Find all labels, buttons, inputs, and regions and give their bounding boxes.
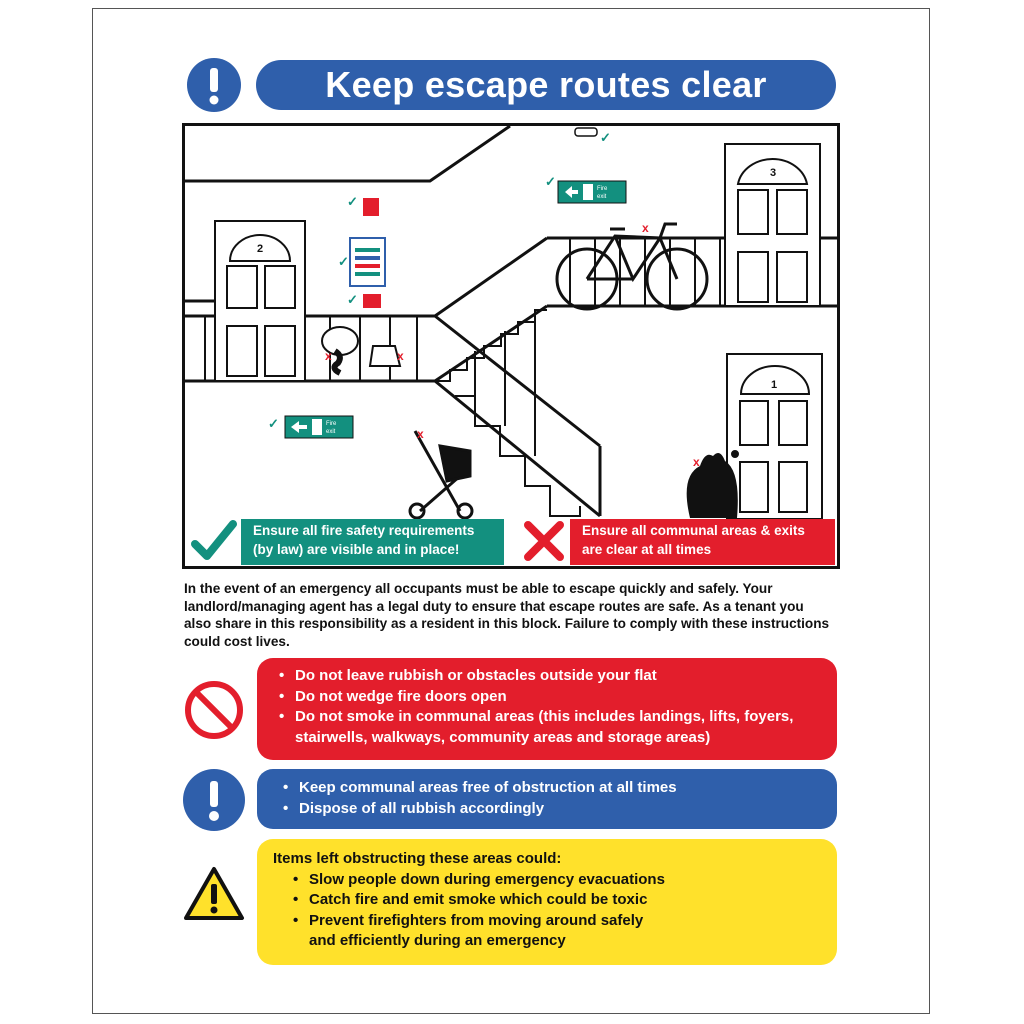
list-item: • Do not smoke in communal areas (this includes landings, lifts, foyers, stairwells, walkways, community areas and storage areas) (275, 707, 821, 748)
svg-text:exit: exit (326, 429, 336, 435)
svg-text:✓: ✓ (347, 194, 358, 209)
stairwell-drawing (185, 126, 837, 566)
warning-triangle-icon (183, 866, 245, 922)
mandatory-panel (257, 769, 837, 829)
fire-safety-ok-label: Ensure all fire safety requirements (by law) are visible and in place! (241, 519, 504, 565)
svg-text:x: x (325, 349, 332, 363)
door-number-3: 3 (769, 167, 777, 179)
svg-text:x: x (693, 455, 700, 469)
intro-paragraph: In the event of an emergency all occupants must be able to escape quickly and safely. Your landlord/managing agent has a legal duty to ensure that escape routes are safe. As a tenant you also share in this responsibility as a resident in this block. Failure to comply with these instructions could cost lives. (184, 581, 830, 649)
svg-text:✓: ✓ (545, 174, 556, 189)
svg-text:Fire: Fire (326, 421, 337, 427)
list-item: • Prevent firefighters from moving around safely and efficiently during an emergency (289, 911, 821, 952)
svg-text:x: x (642, 221, 649, 235)
svg-text:Fire: Fire (597, 186, 608, 192)
page-title: Keep escape routes clear (256, 60, 836, 110)
svg-text:exit: exit (597, 194, 607, 200)
list-item: • Keep communal areas free of obstruction at all times (279, 778, 821, 799)
svg-text:✓: ✓ (347, 292, 358, 307)
mandatory-exclamation-icon (187, 58, 241, 112)
big-check-icon (191, 518, 237, 562)
svg-text:✓: ✓ (268, 416, 279, 431)
big-cross-icon (523, 520, 565, 562)
svg-text:✓: ✓ (338, 254, 349, 269)
fire-exit-sign-upper (558, 181, 626, 203)
svg-text:✓: ✓ (600, 130, 611, 145)
list-item: • Catch fire and emit smoke which could be toxic (289, 890, 821, 911)
door-number-1: 1 (770, 379, 778, 391)
svg-text:x: x (417, 427, 424, 441)
list-item: • Dispose of all rubbish accordingly (279, 799, 821, 820)
warning-panel (257, 839, 837, 965)
fire-exit-sign-lower (285, 416, 353, 438)
communal-clear-label: Ensure all communal areas & exits are clear at all times (570, 519, 835, 565)
door-number-2: 2 (256, 243, 264, 255)
stairwell-illustration (182, 123, 840, 569)
list-item: • Do not leave rubbish or obstacles outside your flat (275, 666, 821, 687)
list-item: • Do not wedge fire doors open (275, 687, 821, 708)
exclamation-icon (183, 769, 245, 831)
svg-text:x: x (397, 349, 404, 363)
list-item: • Slow people down during emergency evacuations (289, 870, 821, 891)
prohibition-panel (257, 658, 837, 760)
prohibition-icon (183, 679, 245, 741)
warning-heading: Items left obstructing these areas could: (273, 850, 562, 867)
